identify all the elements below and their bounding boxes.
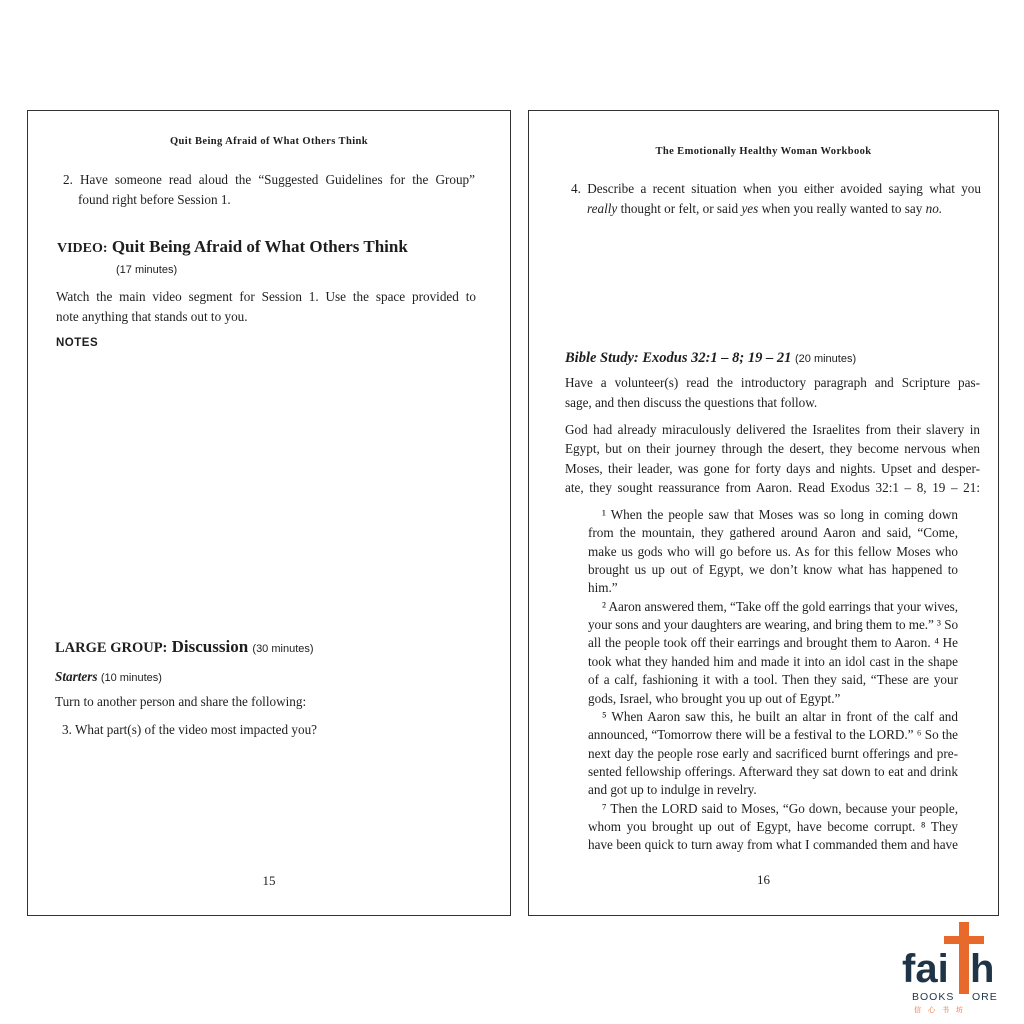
scripture-line: him.” (588, 580, 618, 596)
large-group-heading: LARGE GROUP: Discussion (30 minutes) (55, 637, 314, 656)
scripture-line: brought us up out of Egypt, we don’t know what has happened to (588, 562, 958, 578)
watch-line: note anything that stands out to you. (56, 309, 248, 324)
bible-study-heading: Bible Study: Exodus 32:1 – 8; 19 – 21 (20 minutes) (565, 350, 857, 366)
video-duration: (17 minutes) (116, 264, 178, 276)
scripture-line: make us gods who will go before us. As for this fellow Moses who (588, 543, 958, 559)
scripture-line: from the mountain, they gathered around Aaron and said, “Come, (588, 525, 958, 541)
faith-bookstore-logo (900, 920, 1000, 1015)
intro-line: Have a volunteer(s) read the introductory paragraph and Scripture pas- (565, 375, 980, 390)
item-3: 3. What part(s) of the video most impacted you? (62, 722, 318, 737)
svg-text:h: h (970, 947, 995, 991)
left-page (27, 110, 511, 916)
video-heading: VIDEO: Quit Being Afraid of What Others Think (57, 237, 408, 256)
notes-label: NOTES (56, 337, 99, 349)
page-number: 16 (757, 872, 770, 887)
svg-text:信心书坊: 信心书坊 (914, 1006, 970, 1014)
item-2-line: 2. Have someone read aloud the “Suggested Guidelines for the Group” (63, 172, 475, 187)
scripture-line: your sons and your daughters are wearing, and bring them to me.” ³ So (588, 617, 959, 633)
cross-logo-icon (900, 920, 1000, 1015)
scripture-line: all the people took off their earrings and brought them to Aaron. ⁴ He (588, 635, 958, 651)
scripture-line: next day the people rose early and sacrificed burnt offerings and pre- (588, 745, 958, 761)
context-line: God had already miraculously delivered the Israelites from their slavery in (565, 422, 980, 437)
scripture-line: whom you brought up out of Egypt, have become corrupt. ⁸ They (588, 818, 958, 834)
scripture-line: ¹ When the people saw that Moses was so long in coming down (602, 507, 958, 522)
running-head: The Emotionally Healthy Woman Workbook (655, 146, 872, 157)
right-page (528, 110, 999, 916)
scripture-line: announced, “Tomorrow there will be a festival to the LORD.” ⁶ So the (588, 727, 958, 743)
context-line: Egypt, but on their journey through the desert, they become nervous when (565, 441, 980, 457)
scripture-line: and got up to indulge in revelry. (588, 782, 757, 798)
turn-text: Turn to another person and share the following: (55, 694, 307, 709)
svg-text:ORE: ORE (972, 991, 998, 1003)
scripture-line: took what they handed him and made it into an idol cast in the shape (588, 653, 958, 669)
intro-line: sage, and then discuss the questions that follow. (565, 394, 818, 410)
running-head: Quit Being Afraid of What Others Think (169, 136, 368, 147)
page-number: 15 (262, 873, 276, 888)
item-4-line: 4. Describe a recent situation when you either avoided saying what you (571, 181, 981, 196)
scripture-line: have been quick to turn away from what I commanded them and have (588, 837, 958, 853)
watch-line: Watch the main video segment for Session 1. Use the space provided to (56, 289, 476, 304)
context-line: ate, they sought reassurance from Aaron. Read Exodus 32:1 – 8, 19 – 21: (565, 479, 980, 495)
context-line: Moses, their leader, was gone for forty days and nights. Upset and desper- (565, 460, 980, 476)
scripture-line: gods, Israel, who brought you up out of Egypt.” (588, 690, 841, 706)
scripture-line: ² Aaron answered them, “Take off the gold earrings that your wives, (602, 598, 958, 614)
item-2-line: found right before Session 1. (78, 192, 231, 207)
scripture-line: ⁵ When Aaron saw this, he built an altar in front of the calf and (602, 708, 958, 724)
svg-text:BOOKS: BOOKS (912, 991, 955, 1003)
svg-text:fai: fai (902, 947, 949, 991)
scripture-line: sented fellowship offerings. Afterward they sat down to eat and drink (588, 763, 958, 779)
scripture-line: of a calf, fashioning it with a tool. Then they said, “These are your (588, 672, 958, 688)
item-4-line: really thought or felt, or said yes when you really wanted to say no. (587, 201, 943, 216)
starters-heading: Starters (10 minutes) (55, 669, 162, 684)
scripture-line: ⁷ Then the LORD said to Moses, “Go down, because your people, (602, 800, 958, 816)
